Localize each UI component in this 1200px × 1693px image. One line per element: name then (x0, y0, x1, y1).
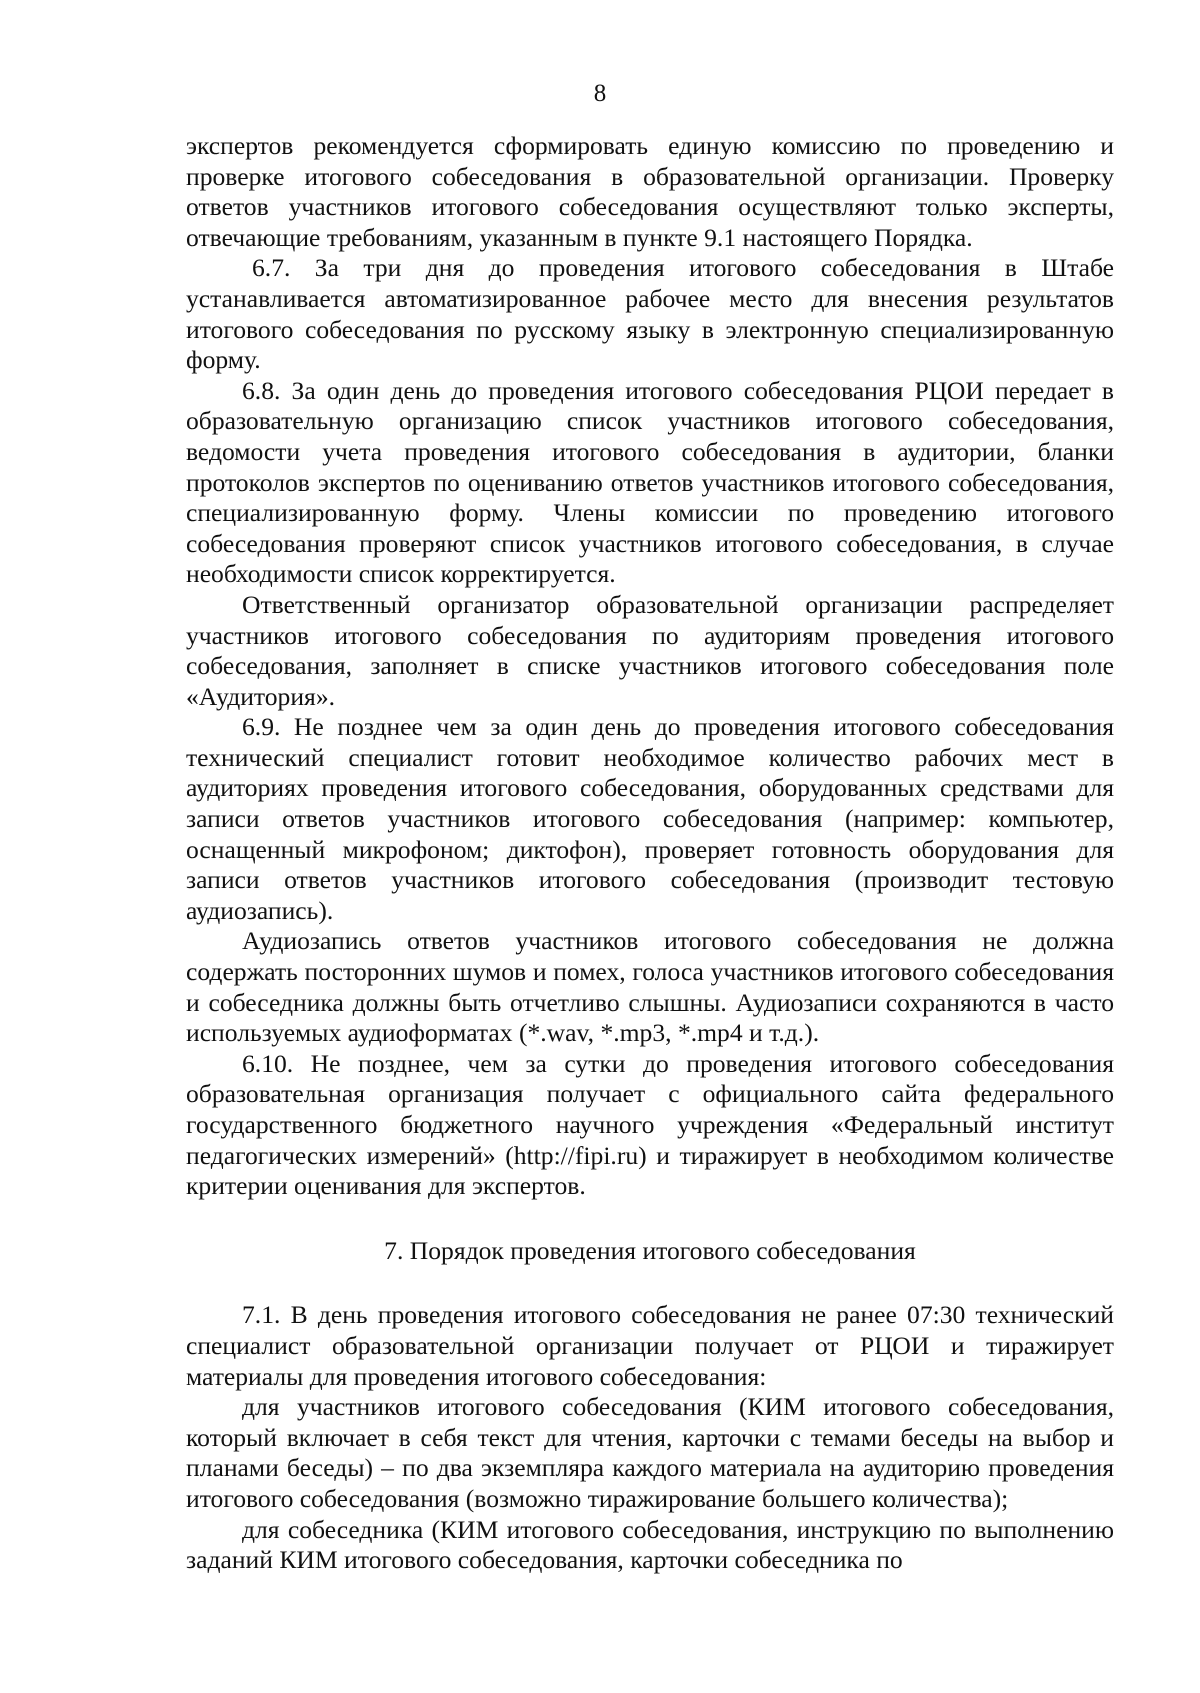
paragraph-continuation: экспертов рекомендуется сформировать единую комиссию по проведению и проверке итогового собеседования в образовательной организации. Проверку ответов участников итогового собеседования осуществляют только эксперты, отвечающие требованиям, указанным в пункте 9.1 настоящего Порядка. (186, 131, 1114, 252)
paragraph-interlocutor-materials: для собеседника (КИМ итогового собеседования, инструкцию по выполнению заданий КИМ итогового собеседования, карточки собеседника по (186, 1514, 1114, 1575)
paragraph-participants-materials: для участников итогового собеседования (КИМ итогового собеседования, который включает в себя текст для чтения, карточки с темами беседы на выбор и планами беседы) – по два экземпляра каждого материала на аудиторию проведения итогового собеседования (возможно тиражирование большего количества); (186, 1392, 1114, 1513)
paragraph-6-7: 6.7. За три дня до проведения итогового собеседования в Штабе устанавливается автоматизированное рабочее место для внесения результатов итогового собеседования по русскому языку в электронную специализированную форму. (186, 253, 1114, 375)
paragraph-audio-recording: Аудиозапись ответов участников итогового собеседования не должна содержать посторонних шумов и помех, голоса участников итогового собеседования и собеседника должны быть отчетливо слышны. Аудиозаписи сохраняются в часто используемых аудиоформатах (*.wav, *.mp3, *.mp4 и т.д.). (186, 926, 1114, 1048)
paragraph-7-1: 7.1. В день проведения итогового собеседования не ранее 07:30 технический специалист образовательной организации получает от РЦОИ и тиражирует материалы для проведения итогового собеседования: (186, 1300, 1114, 1391)
paragraph-responsible-organizer: Ответственный организатор образовательной организации распределяет участников итогового собеседования по аудиториям проведения итогового собеседования, заполняет в списке участников итогового собеседования поле «Аудитория». (186, 589, 1114, 711)
document-body (186, 131, 1114, 1576)
paragraph-6-8: 6.8. За один день до проведения итогового собеседования РЦОИ передает в образовательную организацию список участников итогового собеседования, ведомости учета проведения итогового собеседования в аудитории, бланки протоколов экспертов по оцениванию ответов участников итогового собеседования, специализированную форму. Члены комиссии по проведению итогового собеседования проверяют список участников итогового собеседования, в случае необходимости список корректируется. (186, 375, 1114, 589)
paragraph-6-10: 6.10. Не позднее, чем за сутки до проведения итогового собеседования образовательная организация получает с официального сайта федерального государственного бюджетного научного учреждения «Федеральный институт педагогических измерений» (http://fipi.ru) и тиражирует в необходимом количестве критерии оценивания для экспертов. (186, 1048, 1114, 1201)
page-number: 8 (593, 80, 607, 107)
section-heading: 7. Порядок проведения итогового собеседования (384, 1235, 916, 1265)
paragraph-6-9: 6.9. Не позднее чем за один день до проведения итогового собеседования технический специалист готовит необходимое количество рабочих мест в аудиториях проведения итогового собеседования, оборудованных средствами для записи ответов участников итогового собеседования (например: компьютер, оснащенный микрофоном; диктофон), проверяет готовность оборудования для записи ответов участников итогового собеседования (производит тестовую аудиозапись). (186, 712, 1114, 925)
